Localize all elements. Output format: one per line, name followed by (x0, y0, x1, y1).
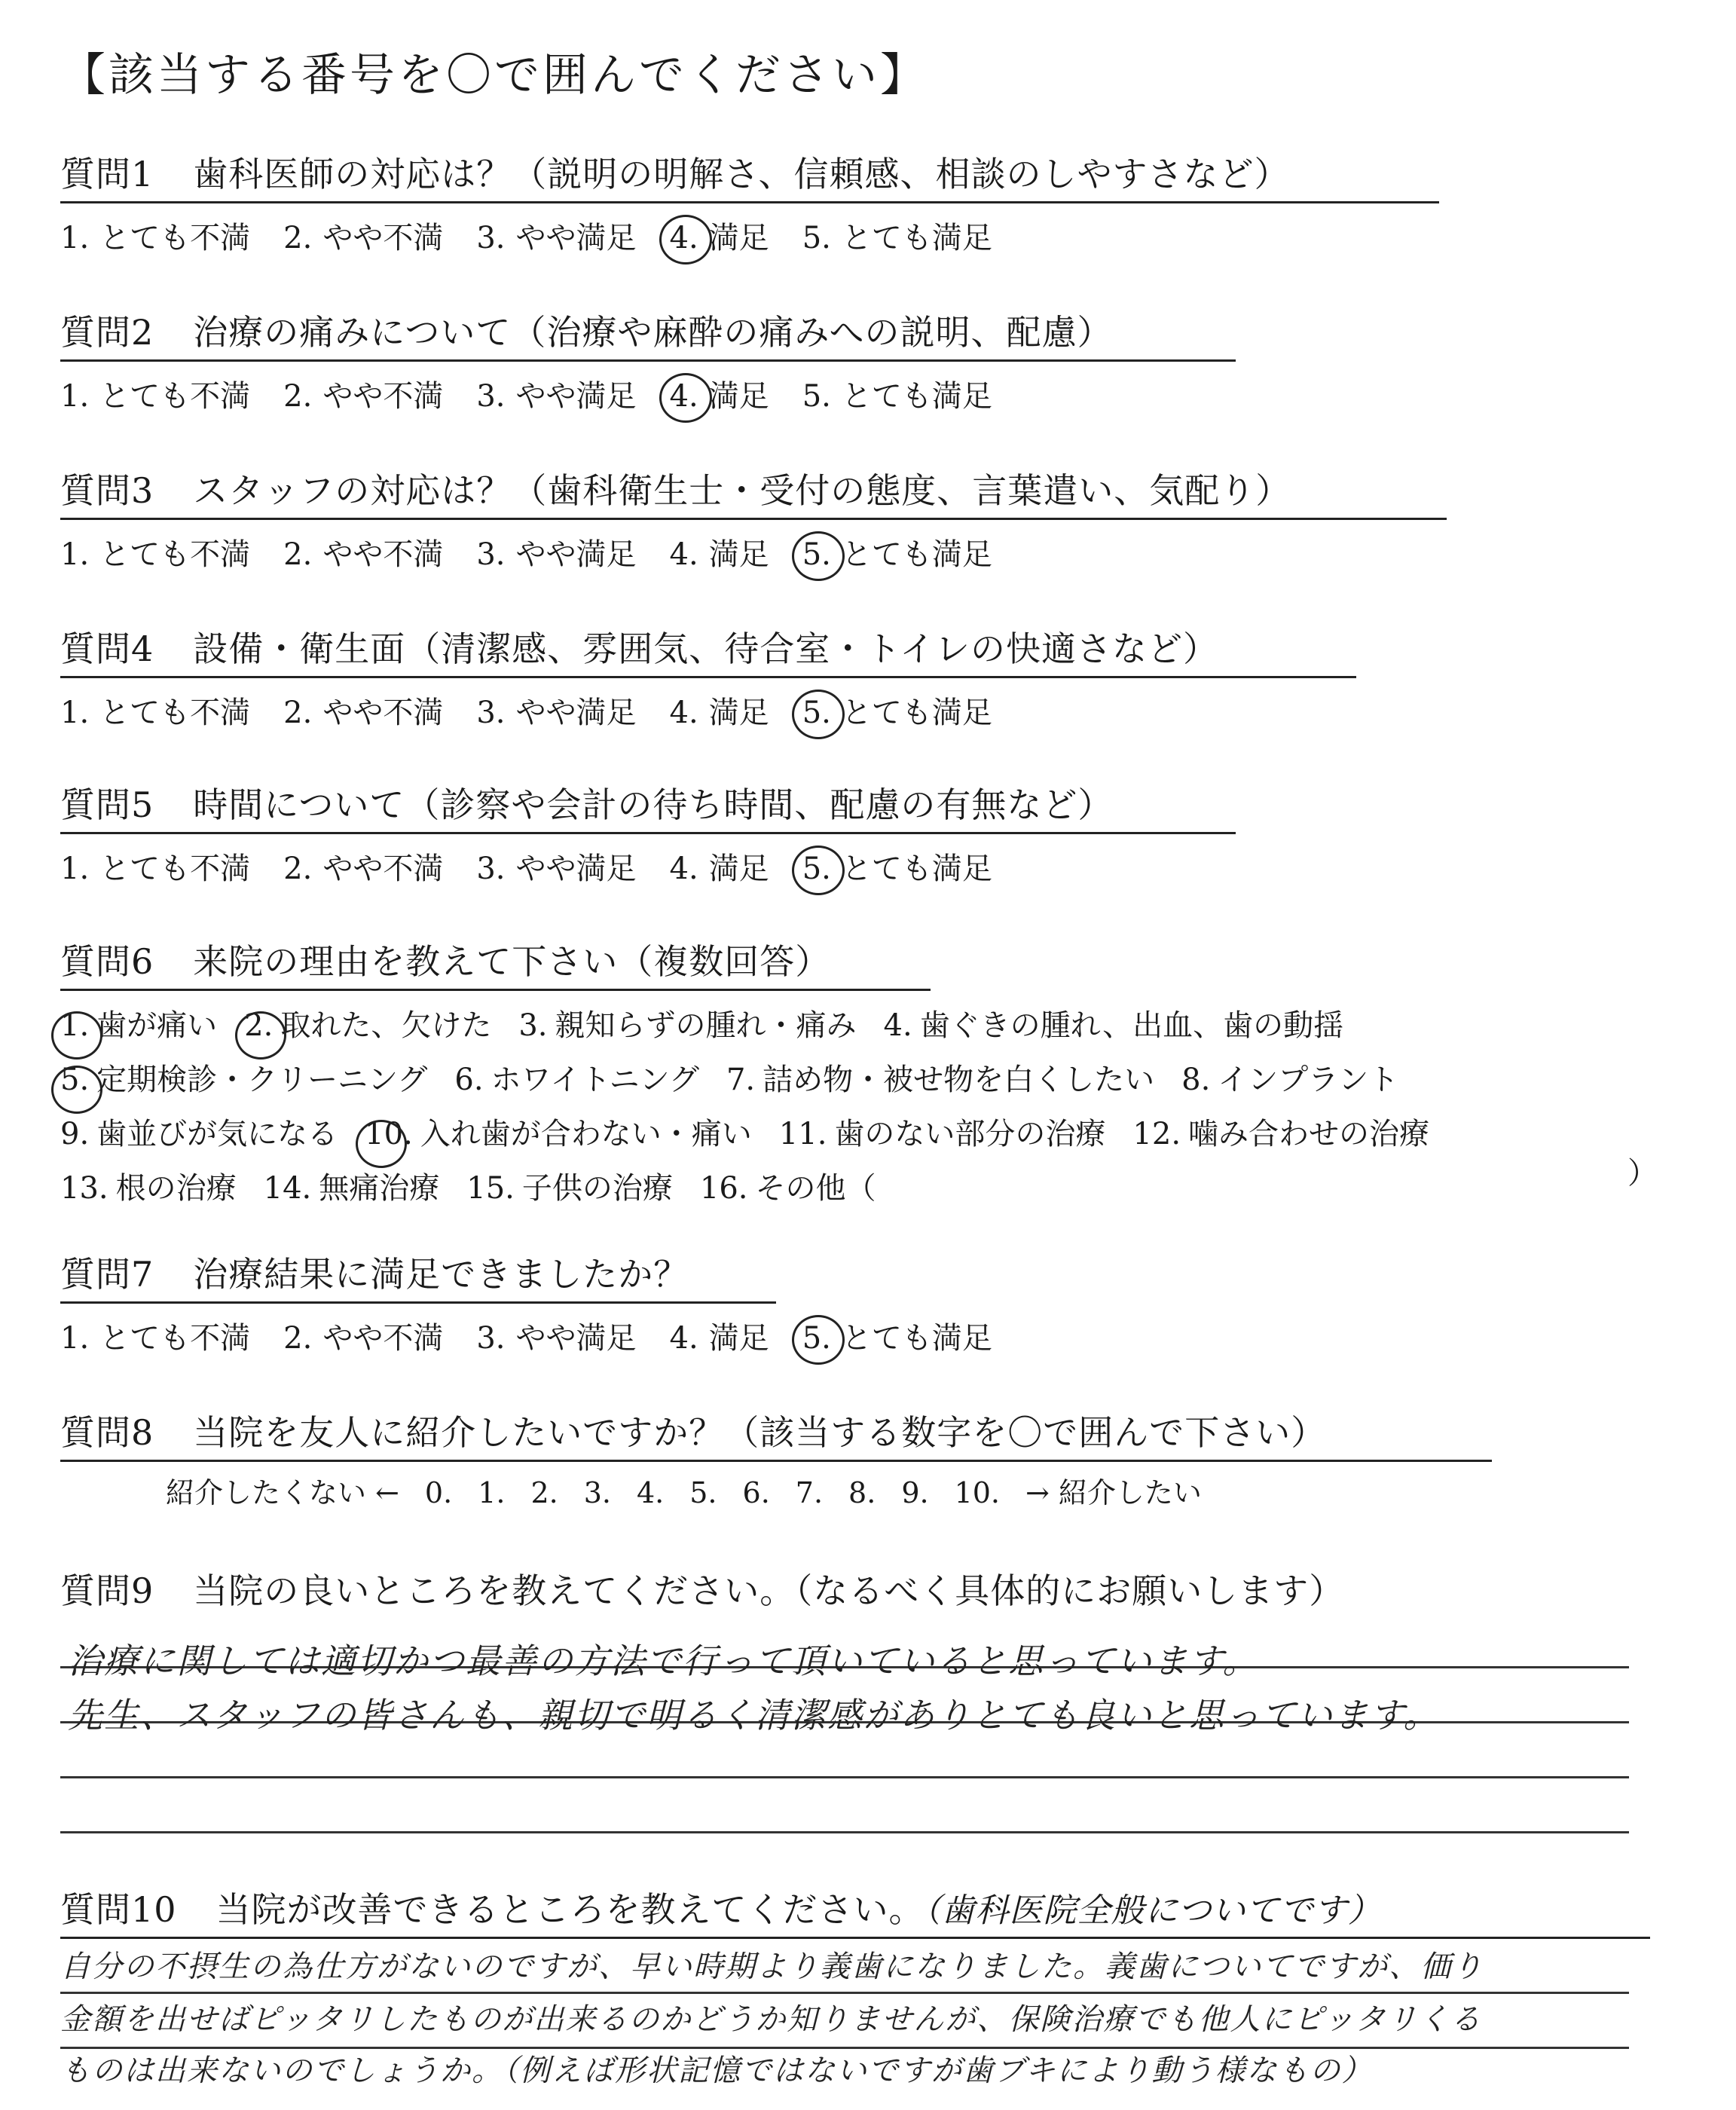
question-title (60, 934, 1456, 984)
question-block (60, 778, 1236, 888)
answer-option[interactable] (283, 845, 443, 888)
scale-value[interactable]: 6. (742, 1476, 770, 1509)
question-number: 質問3 (60, 470, 154, 511)
writing-line (60, 1831, 1629, 1833)
reason-option[interactable] (726, 1053, 1154, 1107)
scale-value[interactable]: 2. (530, 1476, 558, 1509)
answer-option[interactable] (476, 1314, 636, 1357)
question-number: 質問10 (60, 1889, 177, 1930)
question-text: 当院を友人に紹介したいですか？（該当する数字を〇で囲んで下さい） (193, 1412, 1327, 1453)
answer-option[interactable] (802, 845, 992, 888)
answer-option[interactable] (283, 1314, 443, 1357)
answer-option[interactable] (60, 372, 250, 415)
question-text: 治療結果に満足できましたか？ (193, 1254, 689, 1295)
option-label: やや満足 (515, 696, 637, 730)
option-label: とても不満 (99, 379, 251, 414)
reason-label: 取れた、欠けた (280, 1008, 492, 1043)
option-label: 満足 (708, 379, 769, 414)
question-text: 当院が改善できるところを教えてください。 (215, 1889, 925, 1930)
reason-option[interactable] (700, 1161, 876, 1216)
option-number: 3. (476, 221, 506, 255)
reason-option[interactable] (466, 1161, 673, 1216)
answer-options (60, 845, 1236, 888)
question-text: 時間について（診察や会計の待ち時間、配慮の有無など） (193, 784, 1114, 825)
recommend-scale (166, 1469, 1227, 1511)
title-underline (60, 201, 1439, 203)
reason-option[interactable] (454, 1053, 699, 1107)
title-underline (60, 1301, 776, 1304)
question-block (60, 463, 1447, 573)
option-label: やや満足 (515, 852, 637, 886)
answer-option[interactable] (283, 689, 443, 732)
option-number: 5. (802, 379, 831, 414)
option-label: とても不満 (99, 696, 251, 730)
scale-value[interactable]: 1. (478, 1476, 506, 1509)
option-number: 3. (476, 1321, 506, 1356)
reason-number: 12. (1132, 1117, 1181, 1151)
option-number: 5. (802, 852, 831, 886)
reason-label: 無痛治療 (319, 1171, 440, 1206)
option-label: やや不満 (322, 379, 444, 414)
option-label: 満足 (708, 537, 769, 572)
answer-option[interactable] (283, 372, 443, 415)
reason-number: 14. (263, 1171, 312, 1206)
question-text: 来院の理由を教えて下さい（複数回答） (193, 941, 831, 982)
question-title (60, 463, 1447, 513)
reason-option[interactable] (60, 1053, 427, 1107)
option-label: やや不満 (322, 221, 444, 255)
question-number: 質問9 (60, 1570, 154, 1611)
answer-option[interactable] (670, 372, 769, 415)
reason-number: 4. (883, 1008, 912, 1043)
reason-label: 親知らずの腫れ・痛み (555, 1008, 857, 1043)
option-number: 4. (669, 852, 698, 886)
reason-option[interactable] (60, 1161, 237, 1216)
option-label: とても満足 (841, 852, 992, 886)
reason-label: ホワイトニング (491, 1063, 699, 1097)
option-label: やや満足 (515, 1321, 637, 1356)
question-number: 質問7 (60, 1254, 154, 1295)
handwritten-answer: 自分の不摂生の為仕方がないのですが、早い時期より義歯になりました。義歯についてですが、価り (60, 1949, 1484, 1984)
answer-option[interactable] (60, 1314, 250, 1357)
question-title (60, 305, 1236, 355)
option-label: とても満足 (841, 379, 992, 414)
reason-option[interactable] (1181, 1053, 1398, 1107)
reason-row (60, 998, 1456, 1053)
answer-options (60, 1314, 1025, 1357)
answer-option[interactable] (283, 214, 443, 257)
option-label: とても不満 (99, 852, 251, 886)
reason-number: 5. (60, 1063, 90, 1097)
handwritten-answer: ものは出来ないのでしょうか。（例えば形状記憶ではないですが歯ブキにより動う様なもの） (60, 2053, 1374, 2088)
option-number: 3. (476, 852, 506, 886)
question-block-7 (60, 1247, 1025, 1357)
answer-options (60, 372, 1236, 415)
question-text: 歯科医師の対応は？（説明の明解さ、信頼感、相談のしやすさなど） (193, 154, 1290, 194)
option-label: とても不満 (99, 1321, 251, 1356)
question-title (60, 622, 1356, 671)
question-number: 質問2 (60, 312, 154, 353)
option-number: 1. (60, 379, 90, 414)
answer-option[interactable] (802, 214, 992, 257)
question-text: 設備・衛生面（清潔感、雰囲気、待合室・トイレの快適さなど） (193, 628, 1218, 669)
reason-label: 噛み合わせの治療 (1188, 1117, 1430, 1151)
option-label: やや満足 (515, 379, 637, 414)
answer-options (60, 689, 1356, 732)
reason-label: 子供の治療 (521, 1171, 673, 1206)
question-title (60, 1882, 1650, 1932)
option-number: 4. (669, 379, 698, 414)
title-underline (60, 989, 931, 991)
reason-option[interactable] (60, 1107, 338, 1161)
reason-label: 定期検診・クリーニング (96, 1063, 428, 1097)
scale-value[interactable]: 10. (954, 1476, 1001, 1509)
scale-value[interactable]: 9. (901, 1476, 929, 1509)
option-label: やや不満 (322, 696, 444, 730)
handwritten-answer: 先生、スタッフの皆さんも、親切で明るく清潔感がありとても良いと思っています。 (68, 1695, 1440, 1735)
question-block (60, 305, 1236, 415)
question-title (60, 1405, 1492, 1455)
option-number: 2. (283, 1321, 313, 1356)
answer-option[interactable] (670, 1314, 769, 1357)
reason-option[interactable] (365, 1107, 752, 1161)
title-underline (60, 676, 1356, 678)
answer-options (60, 214, 1439, 257)
question-block-6 (60, 934, 1456, 1216)
scale-value[interactable]: 3. (583, 1476, 611, 1509)
answer-option[interactable] (802, 372, 992, 415)
option-number: 4. (669, 221, 698, 255)
question-text: スタッフの対応は？（歯科衛生士・受付の態度、言葉遣い、気配り） (193, 470, 1291, 511)
option-number: 2. (283, 696, 313, 730)
reason-number: 1. (60, 1008, 90, 1043)
reason-number: 6. (454, 1063, 484, 1097)
answer-option[interactable] (60, 845, 250, 888)
answer-options (60, 531, 1447, 573)
answer-option[interactable] (670, 531, 769, 573)
question-number: 質問6 (60, 941, 154, 982)
reason-row (60, 1107, 1456, 1161)
option-number: 5. (802, 537, 831, 572)
answer-option[interactable] (670, 845, 769, 888)
option-number: 3. (476, 696, 506, 730)
question-block-8 (60, 1405, 1492, 1462)
reason-label: 歯並びが気になる (96, 1117, 338, 1151)
reason-label: その他（ (755, 1171, 876, 1206)
reason-number: 7. (726, 1063, 756, 1097)
reason-number: 10. (365, 1117, 413, 1151)
question-title (60, 778, 1236, 827)
answer-option[interactable] (476, 531, 636, 573)
option-number: 5. (802, 696, 831, 730)
question-text: 治療の痛みについて（治療や麻酔の痛みへの説明、配慮） (193, 312, 1113, 353)
answer-option[interactable] (283, 531, 443, 573)
answer-option[interactable] (802, 689, 992, 732)
option-label: 満足 (708, 852, 769, 886)
option-label: とても不満 (99, 221, 251, 255)
option-number: 2. (283, 852, 313, 886)
option-number: 4. (669, 537, 698, 572)
option-number: 3. (476, 537, 506, 572)
question-title (60, 147, 1439, 197)
reason-option[interactable] (1132, 1107, 1429, 1161)
question-number: 質問5 (60, 784, 154, 825)
option-number: 2. (283, 537, 313, 572)
option-label: とても満足 (841, 537, 992, 572)
reason-number: 13. (60, 1171, 108, 1206)
option-number: 5. (802, 221, 831, 255)
answer-option[interactable] (670, 689, 769, 732)
answer-option[interactable] (476, 845, 636, 888)
writing-line (60, 1776, 1629, 1778)
question-block (60, 147, 1439, 257)
option-label: やや不満 (322, 537, 444, 572)
scale-value[interactable]: 4. (636, 1476, 665, 1509)
answer-option[interactable] (802, 531, 992, 573)
answer-option[interactable] (476, 214, 636, 257)
writing-line (60, 1992, 1629, 1994)
title-underline (60, 518, 1447, 520)
option-label: やや満足 (515, 221, 637, 255)
option-label: やや満足 (515, 537, 637, 572)
scale-right-label: → 紹介したい (1025, 1476, 1202, 1509)
question-title (60, 1564, 1629, 1613)
answer-option[interactable] (60, 531, 250, 573)
option-number: 3. (476, 379, 506, 414)
answer-option[interactable] (476, 689, 636, 732)
reason-label: インプラント (1218, 1063, 1399, 1097)
title-underline (60, 1460, 1492, 1462)
option-label: 満足 (708, 696, 769, 730)
option-label: とても満足 (841, 221, 992, 255)
option-number: 1. (60, 221, 90, 255)
reason-label: 歯のない部分の治療 (834, 1117, 1106, 1151)
reason-number: 15. (466, 1171, 515, 1206)
reason-option[interactable] (779, 1107, 1106, 1161)
reason-number: 9. (60, 1117, 90, 1151)
option-number: 1. (60, 537, 90, 572)
scale-left-label: 紹介したくない ← (166, 1476, 399, 1509)
handwritten-answer: 金額を出せばピッタリしたものが出来るのかどうか知りませんが、保険治療でも他人にピッタリくる (60, 2002, 1482, 2037)
answer-option[interactable] (476, 372, 636, 415)
scale-value[interactable]: 8. (848, 1476, 876, 1509)
option-number: 5. (802, 1321, 831, 1356)
reason-number: 3. (518, 1008, 548, 1043)
reason-number: 11. (778, 1117, 827, 1151)
title-underline (60, 1937, 1650, 1939)
other-close-paren: ） (1628, 1156, 1658, 1191)
reason-label: 歯ぐきの腫れ、出血、歯の動揺 (919, 1008, 1344, 1043)
answer-option[interactable] (60, 689, 250, 732)
reason-option[interactable] (264, 1161, 440, 1216)
reason-label: 歯が痛い (96, 1008, 218, 1043)
answer-option[interactable] (60, 214, 250, 257)
option-label: やや不満 (322, 852, 444, 886)
option-number: 2. (283, 221, 313, 255)
title-underline (60, 359, 1236, 362)
option-number: 4. (669, 1321, 698, 1356)
reason-option[interactable] (884, 998, 1344, 1053)
reason-label: 詰め物・被せ物を白くしたい (763, 1063, 1155, 1097)
option-label: 満足 (708, 1321, 769, 1356)
reason-number: 8. (1181, 1063, 1211, 1097)
option-number: 1. (60, 852, 90, 886)
answer-option[interactable] (670, 214, 769, 257)
question-number: 質問8 (60, 1412, 154, 1453)
reason-option[interactable] (60, 998, 217, 1053)
option-number: 4. (669, 696, 698, 730)
question-number: 質問1 (60, 154, 154, 194)
handwritten-note: （歯科医院全般についてです） (924, 1891, 1382, 1930)
scale-value[interactable]: 0. (424, 1476, 453, 1509)
reason-number: 2. (244, 1008, 274, 1043)
option-label: とても満足 (841, 696, 992, 730)
option-number: 2. (283, 379, 313, 414)
title-underline (60, 832, 1236, 834)
scale-value[interactable]: 5. (689, 1476, 717, 1509)
reason-option[interactable] (518, 998, 856, 1053)
reason-label: 根の治療 (115, 1171, 237, 1206)
reason-row (60, 1053, 1456, 1107)
option-number: 1. (60, 1321, 90, 1356)
reason-number: 16. (699, 1171, 748, 1206)
reason-list (60, 998, 1456, 1216)
option-label: 満足 (708, 221, 769, 255)
option-label: やや不満 (322, 1321, 444, 1356)
answer-option[interactable] (802, 1314, 992, 1357)
question-block (60, 622, 1356, 732)
question-number: 質問4 (60, 628, 154, 669)
option-number: 1. (60, 696, 90, 730)
scale-value[interactable]: 7. (795, 1476, 824, 1509)
reason-row (60, 1161, 1456, 1216)
reason-label: 入れ歯が合わない・痛い (420, 1117, 752, 1151)
option-label: とても満足 (841, 1321, 992, 1356)
page-header: 【該当する番号を〇で囲んでください】 (60, 49, 928, 102)
question-title (60, 1247, 1025, 1297)
handwritten-answer: 治療に関しては適切かつ最善の方法で行って頂いていると思っています。 (68, 1641, 1259, 1681)
reason-option[interactable] (244, 998, 491, 1053)
question-text: 当院の良いところを教えてください。（なるべく具体的にお願いします） (193, 1570, 1345, 1611)
option-label: とても不満 (99, 537, 251, 572)
